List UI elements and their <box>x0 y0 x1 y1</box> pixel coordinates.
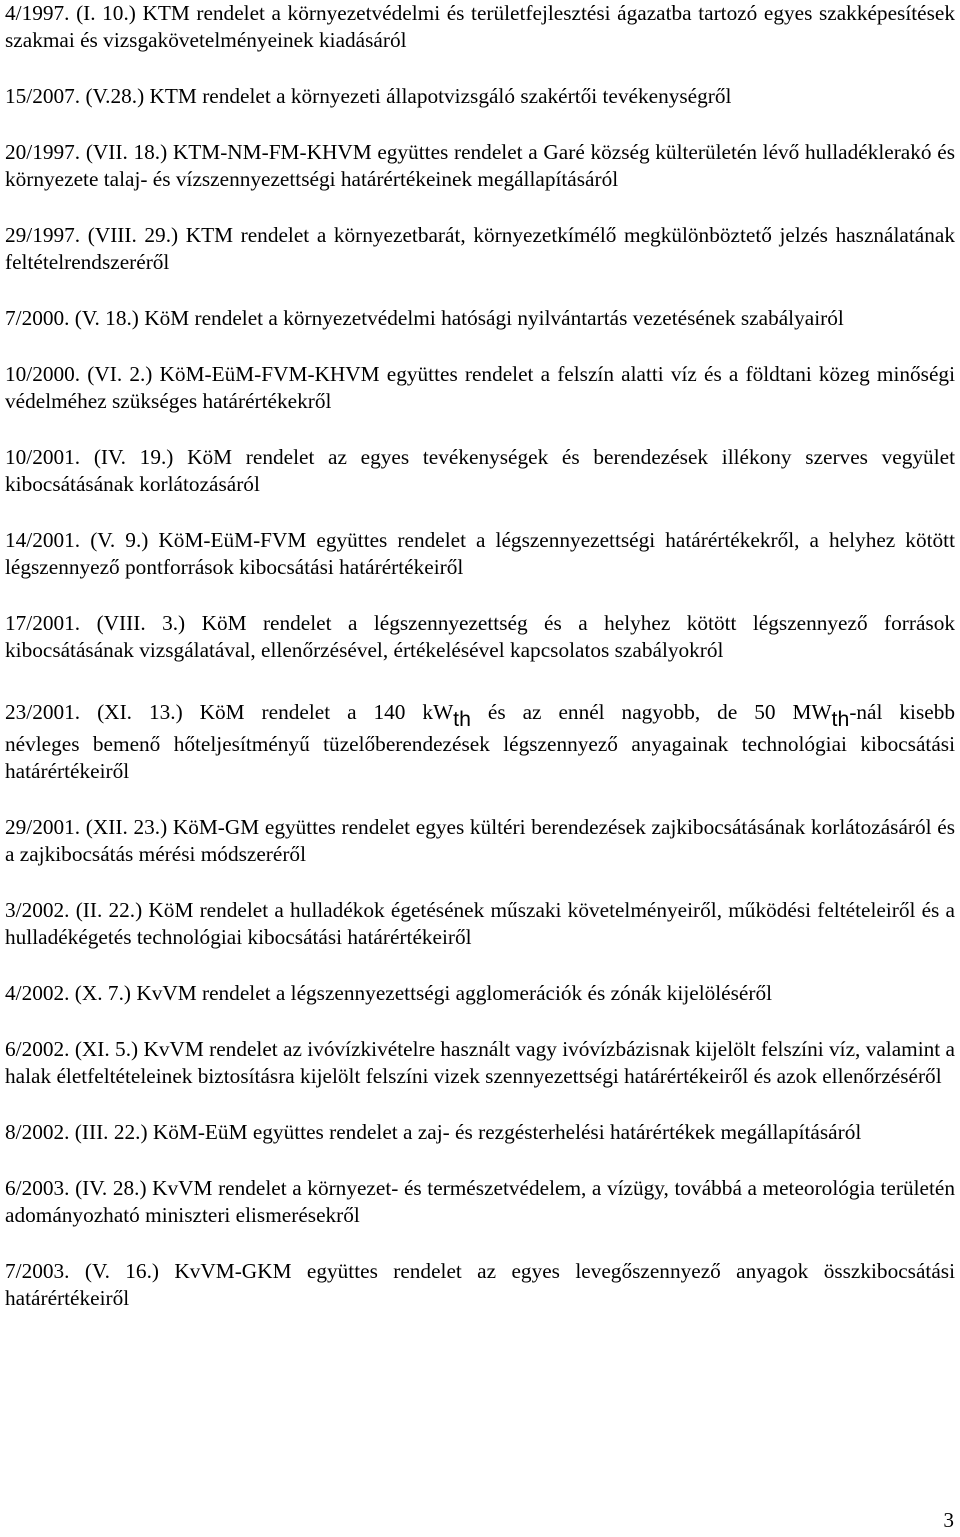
regulation-text-part: -nál kisebb <box>849 700 955 724</box>
regulation-entry: 29/2001. (XII. 23.) KöM-GM együttes rendelet egyes kültéri berendezések zajkibocsátásának korlátozásáról és a zajkibocsátás mérési módszeréről <box>5 815 955 866</box>
subscript-th: th <box>453 707 471 731</box>
regulation-entry: 8/2002. (III. 22.) KöM-EüM együttes rendelet a zaj- és rezgésterhelési határértékek megállapításáról <box>5 1120 862 1144</box>
regulation-text-part: névleges bemenő hőteljesítményű tüzelőberendezések légszennyező anyagainak technológiai kibocsátási határértékeiről <box>5 732 955 783</box>
regulation-entry: 14/2001. (V. 9.) KöM-EüM-FVM együttes rendelet a légszennyezettségi határértékekről, a helyhez kötött légszennyező pontforrások kibocsátási határértékeiről <box>5 528 955 579</box>
regulation-entry: 15/2007. (V.28.) KTM rendelet a környezeti állapotvizsgáló szakértői tevékenységről <box>5 84 732 108</box>
regulation-text-part: és az ennél nagyobb, de 50 MW <box>470 700 832 724</box>
regulation-entry: 17/2001. (VIII. 3.) KöM rendelet a légszennyezettség és a helyhez kötött légszennyező források kibocsátásának vizsgálatával, ellenőrzésével, értékelésével kapcsolatos szabályokról <box>5 611 955 662</box>
regulation-entry: 10/2000. (VI. 2.) KöM-EüM-FVM-KHVM együttes rendelet a felszín alatti víz és a földtani közeg minőségi védelméhez szükséges határértékekről <box>5 362 955 413</box>
regulation-entry: 4/1997. (I. 10.) KTM rendelet a környezetvédelmi és területfejlesztési ágazatba tartozó egyes szakképesítések szakmai és vizsgakövetelményeinek kiadásáról <box>5 1 955 52</box>
regulation-entry: 10/2001. (IV. 19.) KöM rendelet az egyes tevékenységek és berendezések illékony szerves vegyület kibocsátásának korlátozásáról <box>5 445 955 496</box>
regulation-entry: 3/2002. (II. 22.) KöM rendelet a hulladékok égetésének műszaki követelményeiről, működési feltételeiről és a hulladékégetés technológiai kibocsátási határértékeiről <box>5 898 955 949</box>
regulation-entry: 4/2002. (X. 7.) KvVM rendelet a légszennyezettségi agglomerációk és zónák kijelöléséről <box>5 981 773 1005</box>
document-page <box>5 0 955 1312</box>
regulation-text-part: 23/2001. (XI. 13.) KöM rendelet a 140 kW <box>5 700 454 724</box>
regulation-entry: 6/2003. (IV. 28.) KvVM rendelet a környezet- és természetvédelem, a vízügy, továbbá a meteorológia területén adományozható miniszteri elismerésekről <box>5 1176 955 1227</box>
regulation-entry: 7/2003. (V. 16.) KvVM-GKM együttes rendelet az egyes levegőszennyező anyagok összkibocsátási határértékeiről <box>5 1259 955 1310</box>
regulation-entry-first-line <box>5 693 955 731</box>
regulation-entry: 29/1997. (VIII. 29.) KTM rendelet a környezetbarát, környezetkímélő megkülönböztető jelzés használatának feltételrendszeréről <box>5 223 955 274</box>
subscript-th: th <box>831 707 850 731</box>
regulation-entry: 6/2002. (XI. 5.) KvVM rendelet az ivóvízkivételre használt vagy ivóvízbázisnak kijelölt felszíni víz, valamint a halak életfeltételeinek biztosításra kijelölt felszíni vizek szennyezettségi határértékeiről és azok ellenőrzéséről <box>5 1037 955 1088</box>
regulation-entry: 20/1997. (VII. 18.) KTM-NM-FM-KHVM együttes rendelet a Garé község külterületén lévő hulladéklerakó és környezete talaj- és vízszennyezettségi határértékeinek megállapításáról <box>5 140 955 191</box>
page-number: 3 <box>943 1508 954 1532</box>
regulation-entry <box>5 693 955 785</box>
regulation-entry: 7/2000. (V. 18.) KöM rendelet a környezetvédelmi hatósági nyilvántartás vezetésének szabályairól <box>5 306 844 330</box>
